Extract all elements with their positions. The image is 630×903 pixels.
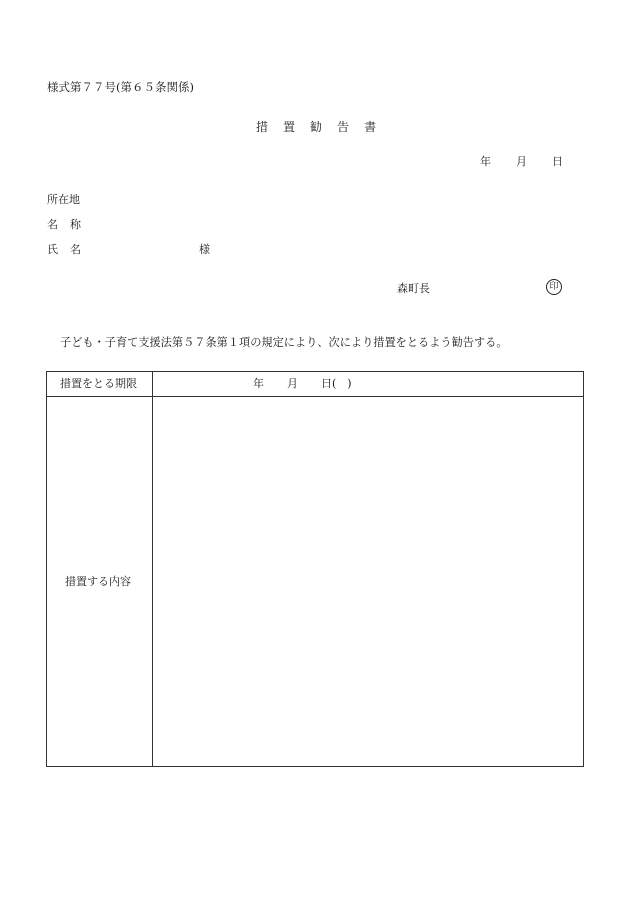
- content-label: 措置する内容: [65, 575, 131, 588]
- title-char: 置: [283, 120, 298, 134]
- deadline-day: 日( ): [321, 377, 352, 390]
- deadline-value: [253, 378, 352, 389]
- title-char: 告: [337, 120, 352, 134]
- issuer-title: 森町長: [397, 282, 430, 295]
- recommendation-statement: 子ども・子育て支援法第５７条第１項の規定により、次により措置をとるよう勧告する。: [60, 336, 508, 349]
- honorific: 様: [199, 243, 210, 256]
- deadline-month: 月: [287, 377, 298, 390]
- content-area: [153, 397, 583, 766]
- address-label: 所在地: [47, 193, 80, 206]
- title-char: 勧: [310, 120, 325, 134]
- date-day: 日: [552, 155, 563, 168]
- seal-icon: 印: [546, 279, 562, 295]
- issue-date: [480, 156, 563, 167]
- measures-table: [46, 371, 584, 767]
- person-label: 氏名: [47, 243, 93, 256]
- deadline-year: 年: [253, 377, 264, 390]
- deadline-label: 措置をとる期限: [60, 377, 137, 390]
- date-year: 年: [480, 155, 491, 168]
- document-title: [256, 121, 391, 133]
- date-month: 月: [516, 155, 527, 168]
- form-number: 様式第７７号(第６５条関係): [47, 80, 194, 94]
- title-char: 措: [256, 120, 271, 134]
- title-char: 書: [364, 120, 379, 134]
- name-label: 名称: [47, 218, 93, 231]
